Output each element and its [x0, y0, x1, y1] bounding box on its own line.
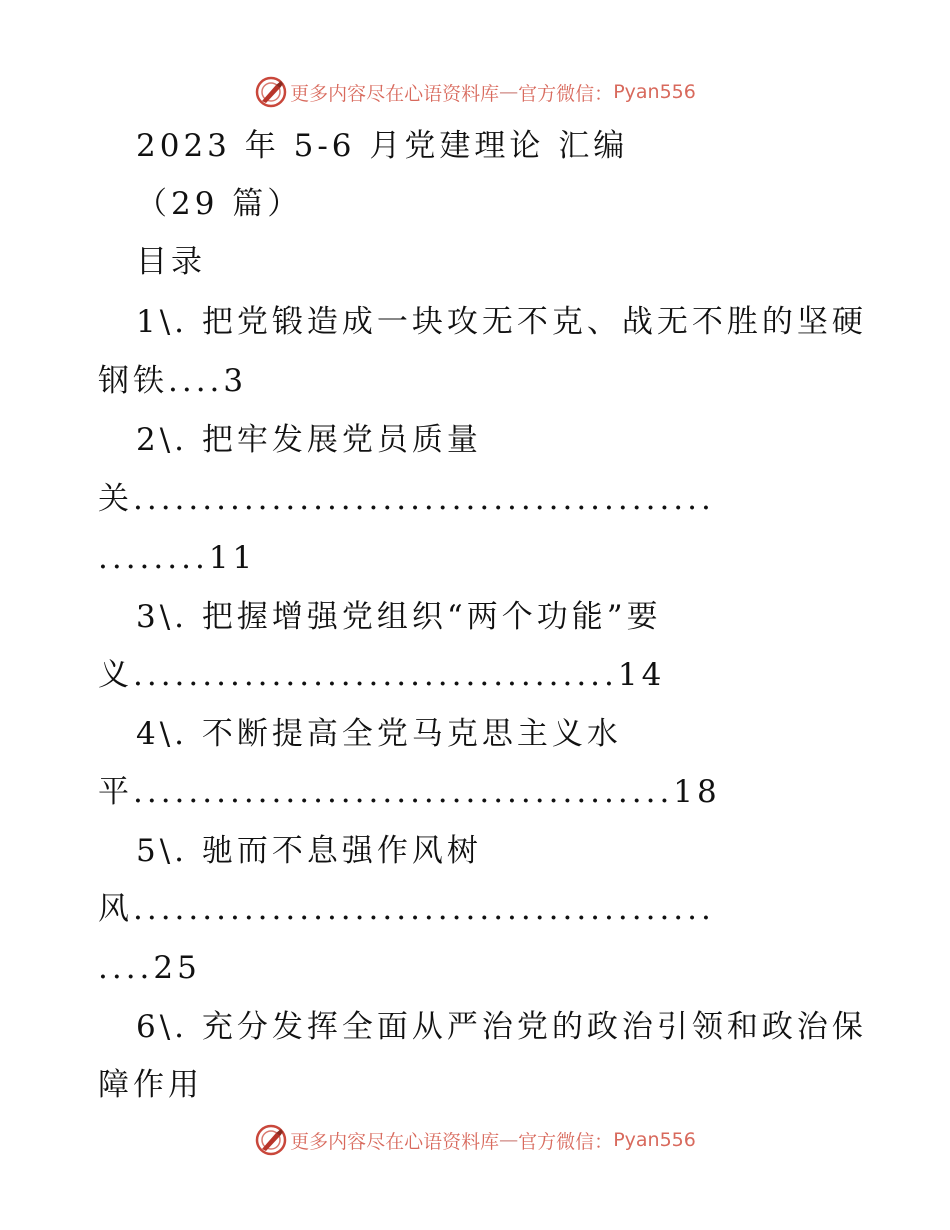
toc-entry-5-leader: 风.......................................... — [98, 891, 715, 927]
watermark-text: 更多内容尽在心语资料库 — [290, 1130, 500, 1153]
watermark-wechat-id: Pyan556 — [613, 81, 696, 103]
toc-entry-2: 2\. 把牢发展党员质量 — [136, 422, 482, 458]
watermark-wechat-id: Pyan556 — [613, 1129, 696, 1151]
watermark-wechat-label: 官方微信： — [518, 82, 614, 105]
document-title: 2023 年 5-6 月党建理论 汇编 — [136, 128, 629, 164]
watermark-wechat-label: 官方微信： — [518, 1130, 614, 1153]
pen-logo-icon — [254, 75, 288, 109]
toc-entry-1-page: 钢铁....3 — [98, 363, 248, 399]
toc-entry-4: 4\. 不断提高全党马克思主义水 — [136, 716, 622, 752]
watermark-dash: — — [499, 81, 519, 103]
header-watermark — [0, 72, 950, 112]
watermark-text: 更多内容尽在心语资料库 — [290, 82, 500, 105]
watermark-dash: — — [499, 1129, 519, 1151]
toc-entry-1: 1\. 把党锻造成一块攻无不克、战无不胜的坚硬 — [136, 304, 867, 340]
toc-entry-2-leader: 关.......................................... — [98, 481, 715, 517]
footer-watermark — [0, 1120, 950, 1160]
toc-entry-3-page: 义...................................14 — [98, 657, 666, 693]
toc-entry-6: 6\. 充分发挥全面从严治党的政治引领和政治保 — [136, 1009, 867, 1045]
toc-entry-3: 3\. 把握增强党组织“两个功能”要 — [136, 599, 662, 635]
toc-heading: 目录 — [136, 244, 206, 280]
toc-entry-6-cont: 障作用 — [98, 1067, 203, 1103]
toc-entry-4-page: 平.......................................18 — [98, 774, 721, 810]
pen-logo-icon — [254, 1123, 288, 1157]
document-subtitle: （29 篇） — [136, 186, 303, 222]
toc-entry-5: 5\. 驰而不息强作风树 — [136, 833, 482, 869]
toc-entry-5-page: ....25 — [98, 950, 201, 986]
toc-entry-2-page: ........11 — [98, 540, 257, 576]
